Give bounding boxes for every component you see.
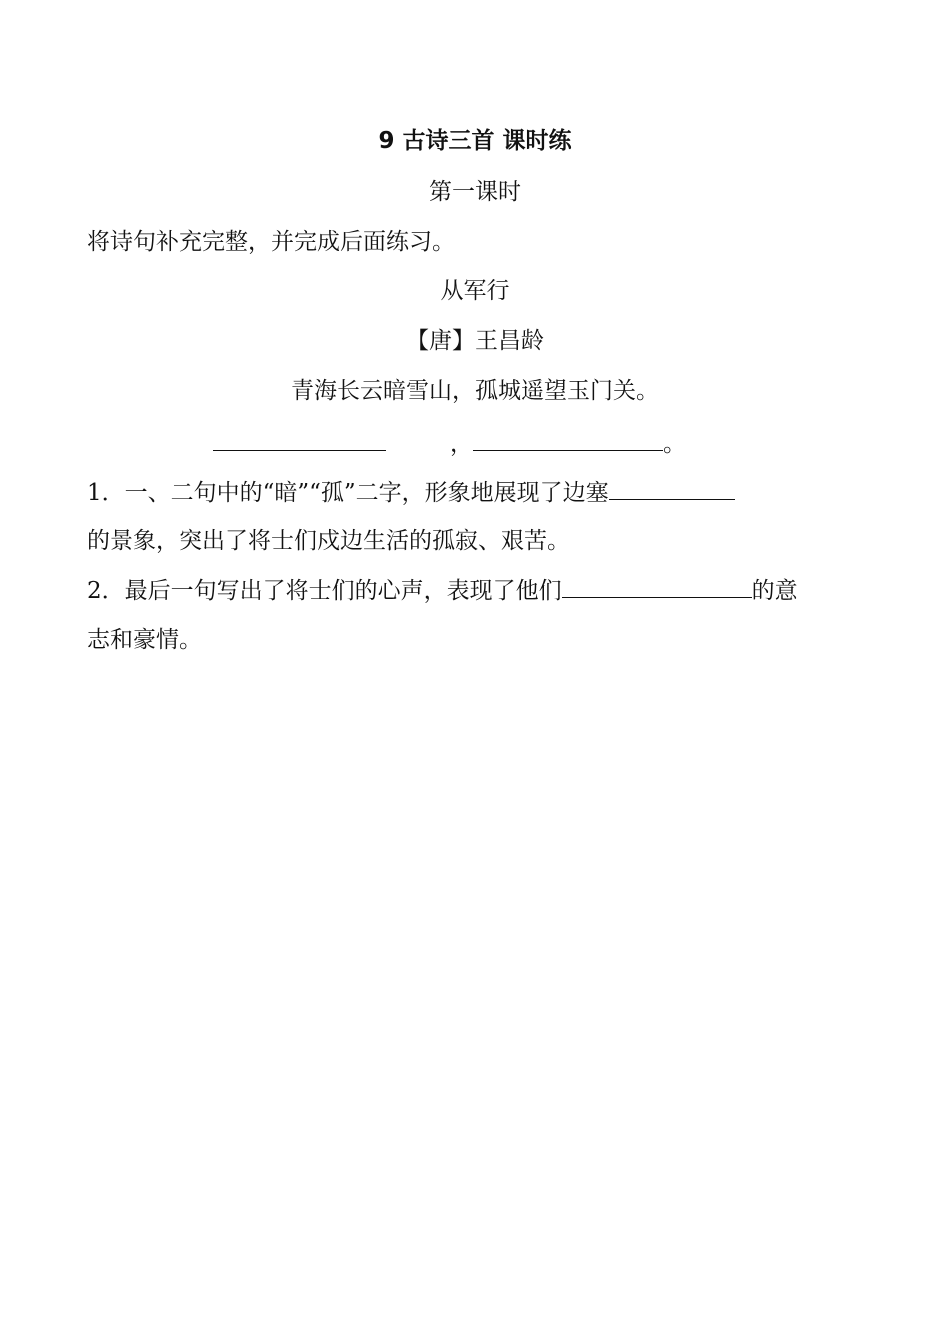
poem-blank-1[interactable] [213, 428, 386, 451]
question-2-continuation: 志和豪情。 [87, 627, 202, 653]
poem-blank-2[interactable] [473, 428, 663, 451]
question-1-number: 1． [87, 480, 125, 506]
question-2 [87, 575, 863, 606]
worksheet-title: 9 古诗三首 课时练 [378, 128, 572, 154]
poem-title: 从军行 [440, 278, 510, 304]
question-2-text: 最后一句写出了将士们的心声，表现了他们 [124, 578, 562, 604]
poem-line-2 [213, 428, 686, 459]
lesson-subtitle: 第一课时 [429, 179, 521, 205]
question-2-text-after: 的意 [751, 578, 798, 604]
instruction-text: 将诗句补充完整，并完成后面练习。 [87, 229, 455, 255]
poem-line-1: 青海长云暗雪山，孤城遥望玉门关。 [291, 378, 659, 404]
question-2-blank[interactable] [562, 575, 752, 598]
question-1 [87, 477, 863, 508]
question-2-number: 2． [87, 578, 125, 604]
poem-comma: ， [450, 431, 473, 457]
question-1-text: 一、二句中的“暗”“孤”二字，形象地展现了边塞 [124, 480, 609, 506]
question-1-continuation: 的景象，突出了将士们戍边生活的孤寂、艰苦。 [87, 528, 570, 554]
question-1-blank[interactable] [609, 477, 735, 500]
poem-period: 。 [663, 431, 686, 457]
poem-author: 【唐】王昌龄 [406, 328, 544, 354]
